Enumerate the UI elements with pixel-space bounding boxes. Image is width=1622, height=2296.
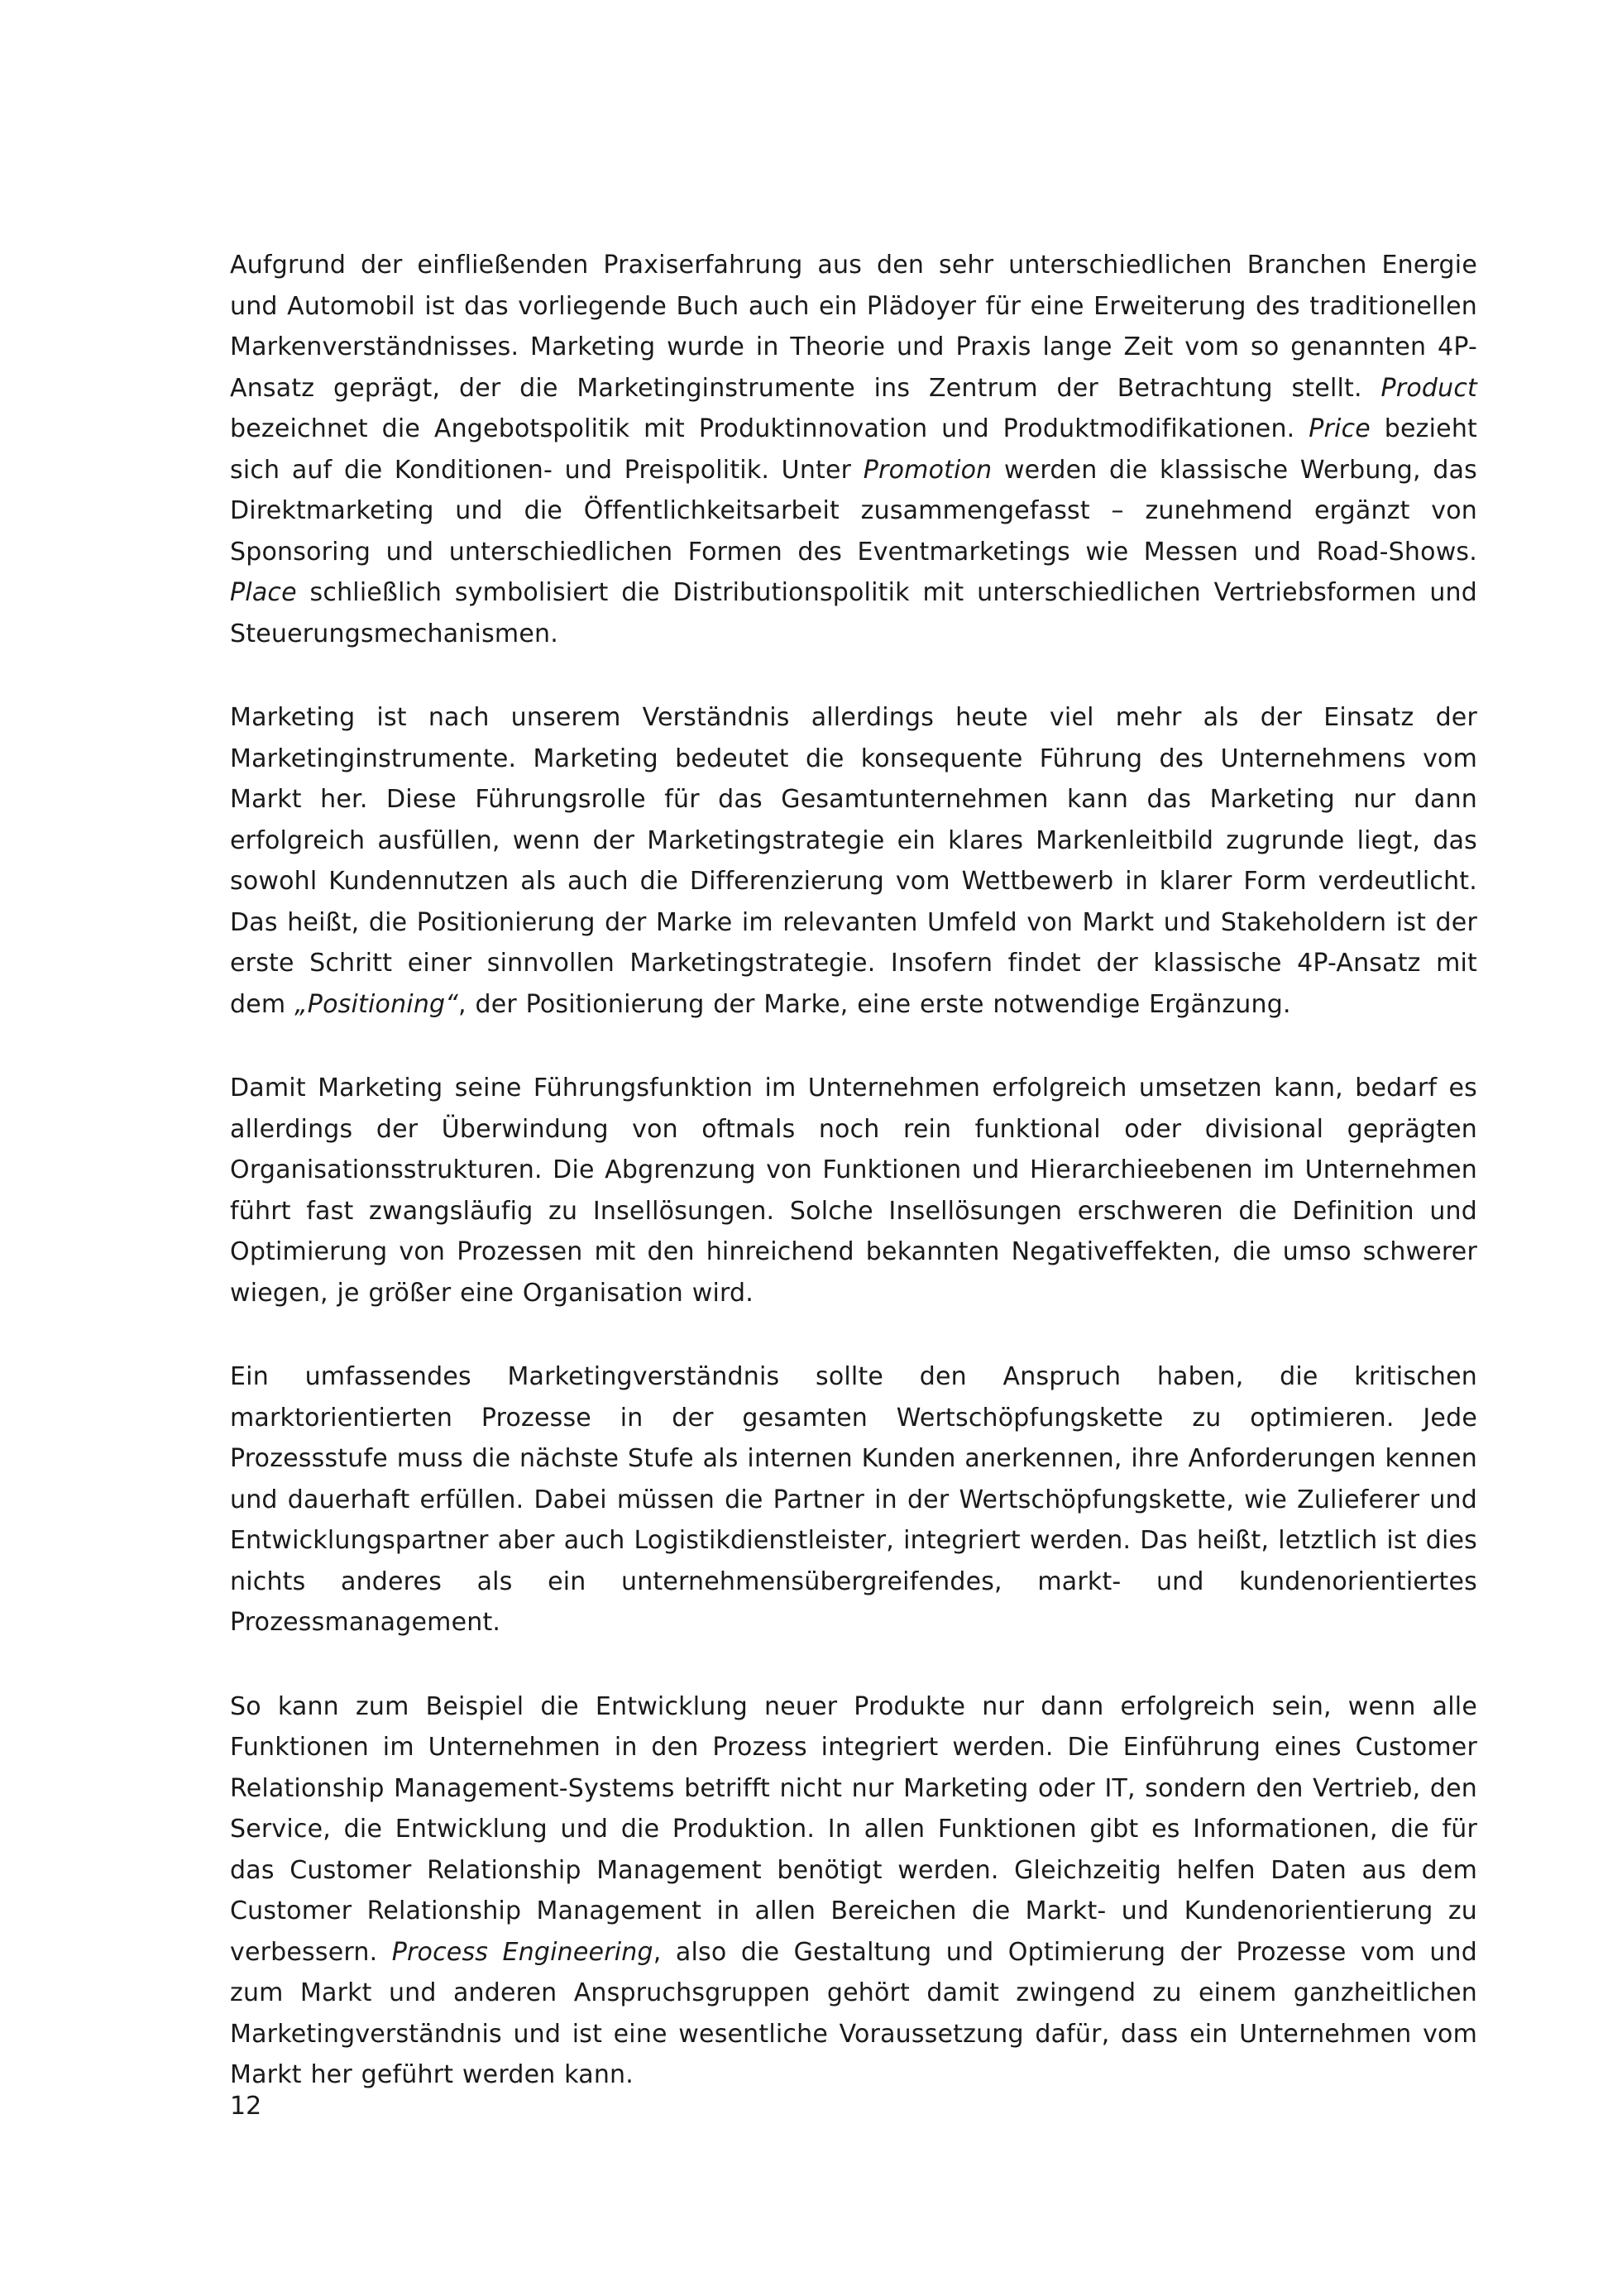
text-segment: So kann zum Beispiel die Entwicklung neuer Produkte nur dann erfolgreich sein, wenn alle Funktionen im Unternehmen in den Prozess integriert werden. Die Einführung eines Customer Relationship Management-Systems betrifft nicht nur Marketing oder IT, sondern den Vertrieb, den Service, die Entwicklung und die Produktion. In allen Funktionen gibt es Informationen, die für das Customer Relationship Management benötigt werden. Gleichzeitig helfen Daten aus dem Customer Relationship Management in allen Bereichen die Markt- und Kundenorientierung zu verbessern.	[230, 1691, 1477, 1967]
paragraph-3	[230, 1068, 1477, 1313]
text-segment: bezieht sich auf die Konditionen- und Preispolitik. Unter	[230, 414, 1477, 485]
paragraph-5	[230, 1686, 1477, 2096]
text-segment: Aufgrund der einfließenden Praxiserfahrung aus den sehr unterschiedlichen Branchen Energie und Automobil ist das vorliegende Buch auch ein Plädoyer für eine Erweiterung des traditionellen Markenverständnisses. Marketing wurde in Theorie und Praxis lange Zeit vom so genannten 4P-Ansatz geprägt, der die Marketinginstrumente ins Zentrum der Betrachtung stellt.	[230, 251, 1477, 403]
paragraph-2	[230, 697, 1477, 1025]
text-segment: werden die klassische Werbung, das Direktmarketing und die Öffentlichkeitsarbeit zusammengefasst – zunehmend ergänzt von Sponsoring und unterschiedlichen Formen des Eventmarketings wie Messen und Road-Shows.	[230, 455, 1477, 567]
text-segment: bezeichnet die Angebotspolitik mit Produktinnovation und Produktmodifikationen.	[230, 414, 1309, 443]
text-segment: Ein umfassendes Marketingverständnis sollte den Anspruch haben, die kritischen marktorientierten Prozesse in der gesamten Wertschöpfungskette zu optimieren. Jede Prozessstufe muss die nächste Stufe als internen Kunden anerkennen, ihre Anforderungen kennen und dauerhaft erfüllen. Dabei müssen die Partner in der Wertschöpfungskette, wie Zulieferer und Entwicklungspartner aber auch Logistikdienstleister, integriert werden. Das heißt, letztlich ist dies nichts anderes als ein unternehmensübergreifendes, markt- und kundenorientiertes Prozessmanagement.	[230, 1362, 1477, 1637]
paragraph-1	[230, 245, 1477, 654]
italic-term: Process Engineering	[391, 1937, 653, 1967]
body-text	[230, 245, 1477, 2139]
italic-term: „Positioning“	[294, 989, 459, 1019]
text-segment: Marketing ist nach unserem Verständnis allerdings heute viel mehr als der Einsatz der Marketinginstrumente. Marketing bedeutet die konsequente Führung des Unternehmens vom Markt her. Diese Führungsrolle für das Gesamtunternehmen kann das Marketing nur dann erfolgreich ausfüllen, wenn der Marketingstrategie ein klares Markenleitbild zugrunde liegt, das sowohl Kundennutzen als auch die Differenzierung vom Wettbewerb in klarer Form verdeutlicht. Das heißt, die Positionierung der Marke im relevanten Umfeld von Markt und Stakeholdern ist der erste Schritt einer sinnvollen Marketingstrategie. Insofern findet der klassische 4P-Ansatz mit dem	[230, 703, 1477, 1019]
text-segment: schließlich symbolisiert die Distributionspolitik mit unterschiedlichen Vertriebsformen und Steuerungsmechanismen.	[230, 578, 1477, 648]
italic-term: Promotion	[863, 455, 993, 485]
text-segment: , der Positionierung der Marke, eine erste notwendige Ergänzung.	[458, 989, 1291, 1019]
text-segment: , also die Gestaltung und Optimierung der Prozesse vom und zum Markt und anderen Anspruchsgruppen gehört damit zwingend zu einem ganzheitlichen Marketingverständnis und ist eine wesentliche Voraussetzung dafür, dass ein Unternehmen vom Markt her geführt werden kann.	[230, 1937, 1477, 2089]
paragraph-4	[230, 1356, 1477, 1643]
italic-term: Place	[230, 578, 297, 607]
text-segment: Damit Marketing seine Führungsfunktion im Unternehmen erfolgreich umsetzen kann, bedarf es allerdings der Überwindung von oftmals noch rein funktional oder divisional geprägten Organisationsstrukturen. Die Abgrenzung von Funktionen und Hierarchieebenen im Unternehmen führt fast zwangsläufig zu Insellösungen. Solche Insellösungen erschweren die Definition und Optimierung von Prozessen mit den hinreichend bekannten Negativeffekten, die umso schwerer wiegen, je größer eine Organisation wird.	[230, 1074, 1477, 1308]
italic-term: Product	[1380, 373, 1477, 403]
italic-term: Price	[1309, 414, 1371, 443]
page-number: 12	[230, 2092, 262, 2121]
